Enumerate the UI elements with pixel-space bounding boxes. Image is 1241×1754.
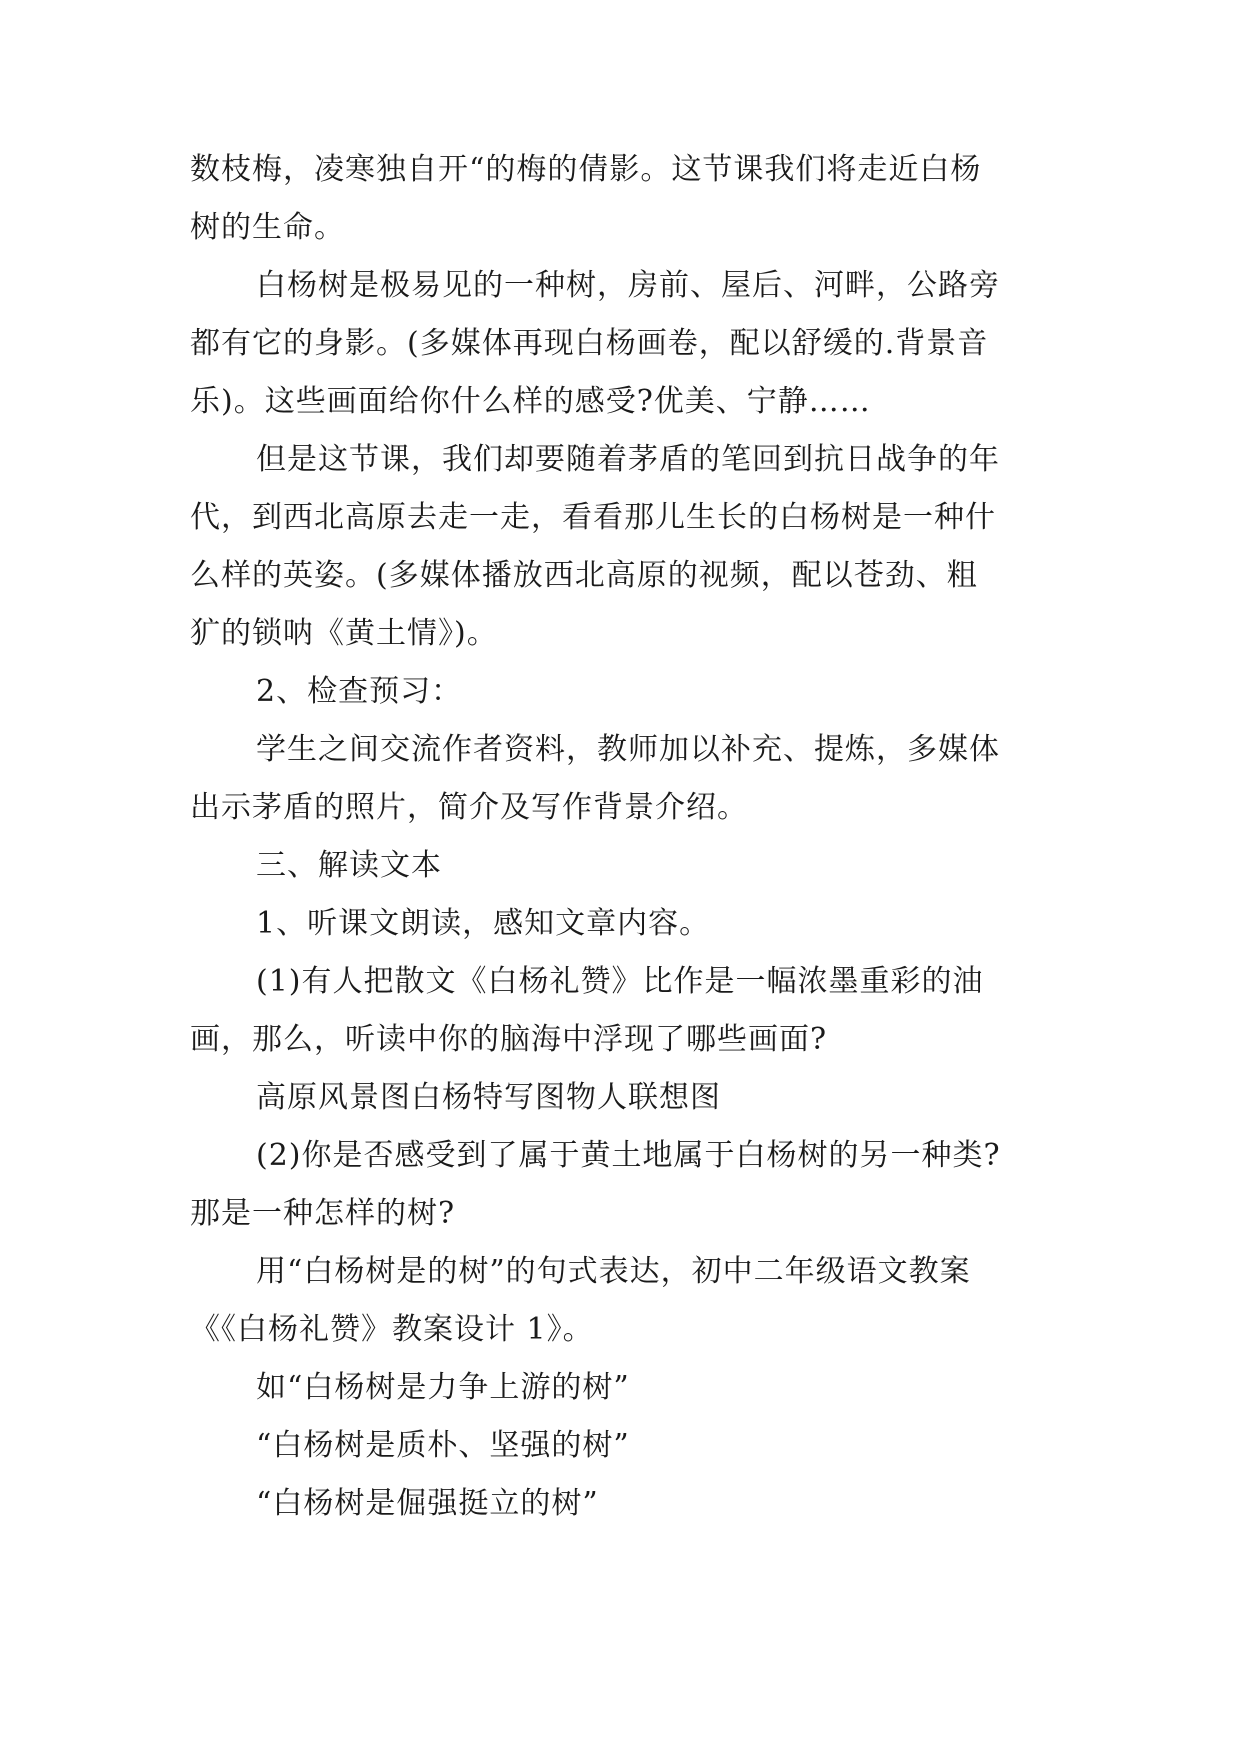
paragraph-line-11: 学生之间交流作者资料，教师加以补充、提炼，多媒体 <box>256 732 1000 767</box>
paragraph-line-18: (2)你是否感受到了属于黄土地属于白杨树的另一种类? <box>256 1138 1001 1173</box>
paragraph-line-22: 如“白杨树是力争上游的树” <box>256 1370 630 1405</box>
paragraph-line-23: “白杨树是质朴、坚强的树” <box>256 1428 630 1463</box>
paragraph-line-6: 但是这节课，我们却要随着茅盾的笔回到抗日战争的年 <box>256 442 1000 477</box>
paragraph-line-14: 1、听课文朗读，感知文章内容。 <box>256 906 711 941</box>
paragraph-line-24: “白杨树是倔强挺立的树” <box>256 1486 599 1521</box>
section-heading-read: 三、解读文本 <box>256 848 442 883</box>
paragraph-line-15: (1)有人把散文《白杨礼赞》比作是一幅浓墨重彩的油 <box>256 964 984 999</box>
paragraph-line-1: 数枝梅，凌寒独自开“的梅的倩影。这节课我们将走近白杨 <box>190 152 982 187</box>
paragraph-line-4: 都有它的身影。(多媒体再现白杨画卷，配以舒缓的.背景音 <box>190 326 989 361</box>
paragraph-line-3: 白杨树是极易见的一种树，房前、屋后、河畔，公路旁 <box>256 268 1000 303</box>
paragraph-line-17: 高原风景图白杨特写图物人联想图 <box>256 1080 721 1115</box>
paragraph-line-19: 那是一种怎样的树? <box>190 1196 456 1231</box>
paragraph-line-16: 画，那么，听读中你的脑海中浮现了哪些画面? <box>190 1022 828 1057</box>
paragraph-line-21: 《《白杨礼赞》教案设计 1》。 <box>190 1312 594 1347</box>
paragraph-line-2: 树的生命。 <box>190 210 345 245</box>
paragraph-line-9: 犷的锁呐《黄土情》)。 <box>190 616 498 651</box>
section-heading-check: 2、检查预习： <box>256 674 463 709</box>
paragraph-line-7: 代，到西北高原去走一走，看看那儿生长的白杨树是一种什 <box>190 500 996 535</box>
paragraph-line-8: 么样的英姿。(多媒体播放西北高原的视频，配以苍劲、粗 <box>190 558 978 593</box>
paragraph-line-5: 乐)。这些画面给你什么样的感受?优美、宁静…… <box>190 384 871 419</box>
paragraph-line-20: 用“白杨树是的树”的句式表达，初中二年级语文教案 <box>256 1254 971 1289</box>
paragraph-line-12: 出示茅盾的照片，简介及写作背景介绍。 <box>190 790 748 825</box>
